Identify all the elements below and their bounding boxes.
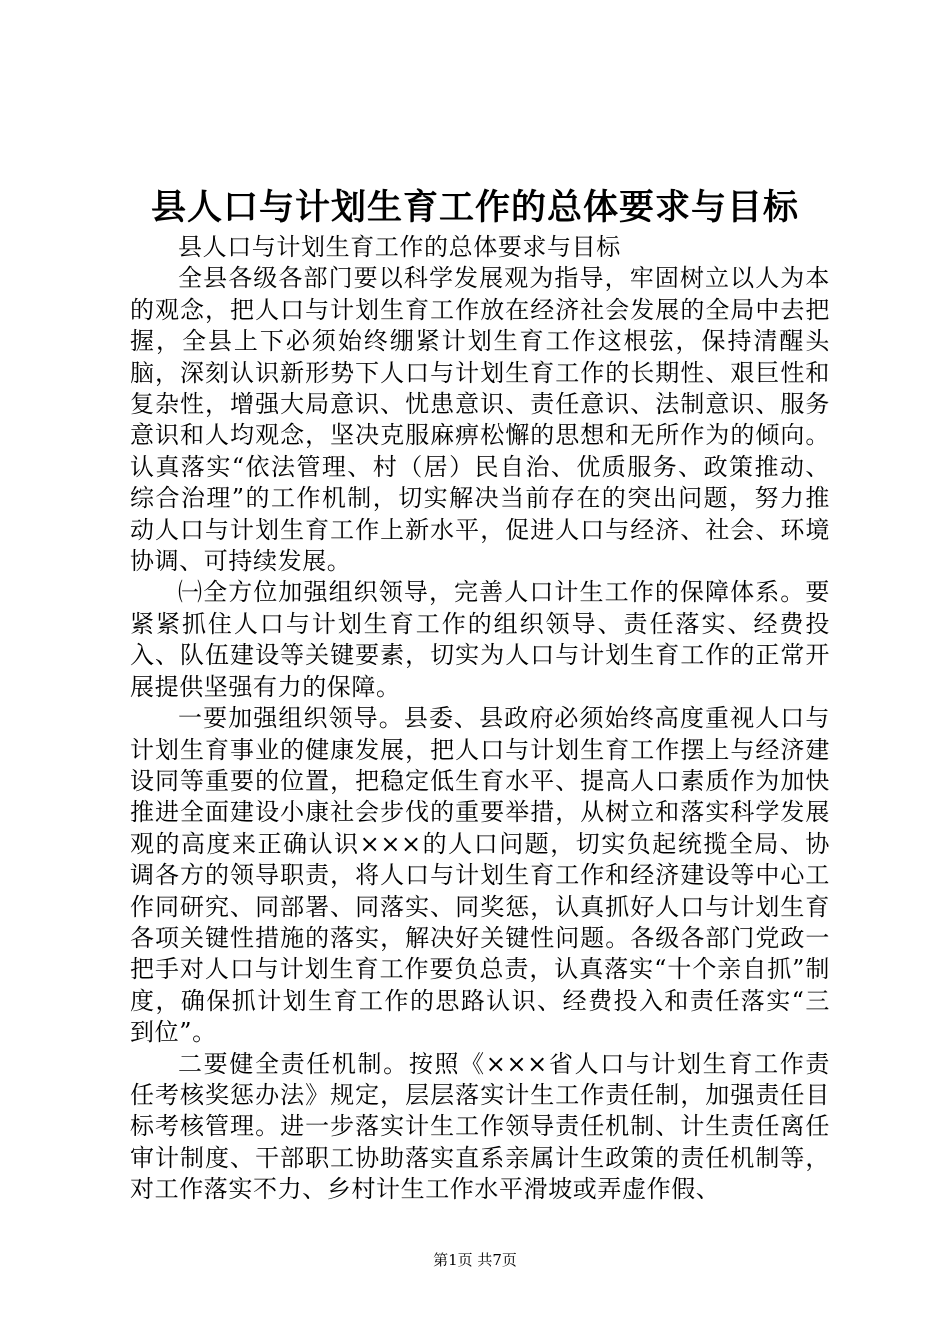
document-body bbox=[130, 232, 830, 1206]
paragraph-organization: 一要加强组织领导。县委、县政府必须始终高度重视人口与计划生育事业的健康发展，把人口与计划生育工作摆上与经济建设同等重要的位置，把稳定低生育水平、提高人口素质作为加快推进全面建设小康社会步伐的重要举措，从树立和落实科学发展观的高度来正确认识×××的人口问题，切实负起统揽全局、协调各方的领导职责，将人口与计划生育工作和经济建设等中心工作同研究、同部署、同落实、同奖惩，认真抓好人口与计划生育各项关键性措施的落实，解决好关键性问题。各级各部门党政一把手对人口与计划生育工作要负总责，认真落实“十个亲自抓”制度，确保抓计划生育工作的思路认识、经费投入和责任落实“三到位”。 bbox=[130, 704, 830, 1047]
paragraph-intro: 全县各级各部门要以科学发展观为指导，牢固树立以人为本的观念，把人口与计划生育工作放在经济社会发展的全局中去把握，全县上下必须始终绷紧计划生育工作这根弦，保持清醒头脑，深刻认识新形势下人口与计划生育工作的长期性、艰巨性和复杂性，增强大局意识、忧患意识、责任意识、法制意识、服务意识和人均观念，坚决克服麻痹松懈的思想和无所作为的倾向。认真落实“依法管理、村（居）民自治、优质服务、政策推动、综合治理”的工作机制，切实解决当前存在的突出问题，努力推动人口与计划生育工作上新水平，促进人口与经济、社会、环境协调、可持续发展。 bbox=[130, 264, 830, 576]
page-number: 第1页 共7页 bbox=[433, 1251, 517, 1269]
paragraph-section-one: ㈠全方位加强组织领导，完善人口计生工作的保障体系。要紧紧抓住人口与计划生育工作的组织领导、责任落实、经费投入、队伍建设等关键要素，切实为人口与计划生育工作的正常开展提供坚强有力的保障。 bbox=[130, 578, 830, 701]
paragraph-responsibility: 二要健全责任机制。按照《×××省人口与计划生育工作责任考核奖惩办法》规定，层层落实计生工作责任制，加强责任目标考核管理。进一步落实计生工作领导责任机制、计生责任离任审计制度、干部职工协助落实直系亲属计生政策的责任机制等，对工作落实不力、乡村计生工作水平滑坡或弄虚作假、 bbox=[130, 1049, 830, 1204]
document-title: 县人口与计划生育工作的总体要求与目标 bbox=[150, 187, 799, 228]
paragraph-subtitle: 县人口与计划生育工作的总体要求与目标 bbox=[178, 233, 621, 261]
